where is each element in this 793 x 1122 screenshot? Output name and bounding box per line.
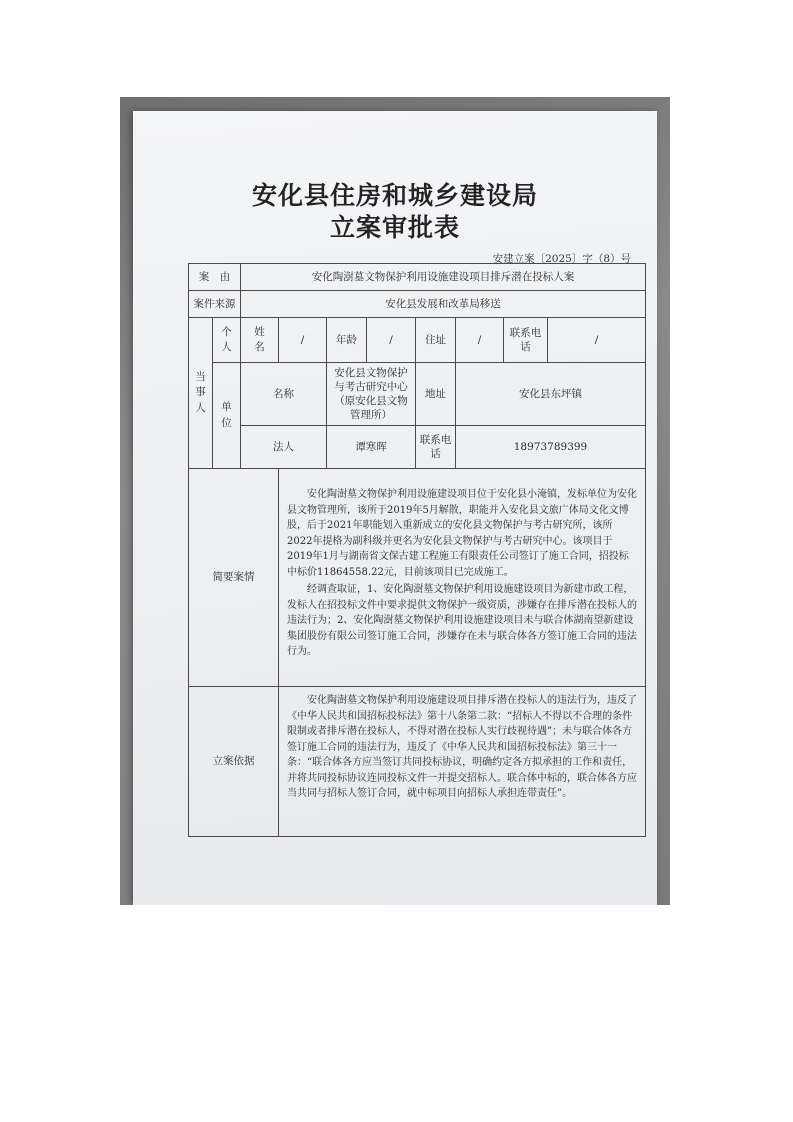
unit-label: 单位 <box>221 401 232 429</box>
unit-address-label: 地址 <box>416 363 456 426</box>
summary-label: 简要案情 <box>189 469 279 687</box>
address-label: 住址 <box>416 318 456 363</box>
party-label: 当事人 <box>195 371 206 414</box>
document-number: 安建立案〔2025〕字（8）号 <box>492 253 631 265</box>
unit-name-value: 安化县文物保护与考古研究中心（原安化县文物管理所） <box>327 363 416 426</box>
basis-cell <box>279 687 646 837</box>
legal-rep-value: 谭寒晖 <box>327 426 416 469</box>
individual-label-cell <box>213 318 241 363</box>
summary-paragraph-2: 经调查取证，1、安化陶澍墓文物保护利用设施建设项目为新建市政工程，发标人在招投标文件中要求提供文物保护一级资质，涉嫌存在排斥潜在投标人的违法行为；2、安化陶澍墓文物保护利用设施建设项目未与联合体湖南望新建设集团股份有限公司签订施工合同，涉嫌存在未与联合体各方签订施工合同的违法行为。 <box>287 584 637 657</box>
case-reason-label: 案 由 <box>189 264 241 291</box>
case-approval-table <box>188 263 646 837</box>
unit-contact-value: 18973789399 <box>456 426 646 469</box>
document-photo <box>120 97 670 905</box>
case-source-label: 案件来源 <box>189 291 241 318</box>
name-label-cell <box>241 318 279 363</box>
unit-contact-label: 联系电话 <box>416 426 456 469</box>
case-reason-value: 安化陶澍墓文物保护利用设施建设项目排斥潜在投标人案 <box>241 264 646 291</box>
individual-label: 个人 <box>221 325 232 353</box>
form-sheet <box>133 111 657 905</box>
legal-rep-label: 法人 <box>241 426 327 469</box>
address-value: / <box>456 318 504 363</box>
age-label: 年龄 <box>327 318 367 363</box>
name-label: 姓名 <box>254 325 265 353</box>
page-title: 安化县住房和城乡建设局 <box>251 181 538 210</box>
unit-address-value: 安化县东坪镇 <box>456 363 646 426</box>
basis-paragraph: 安化陶澍墓文物保护利用设施建设项目排斥潜在投标人的违法行为，违反了《中华人民共和国招标投标法》第十八条第二款：“招标人不得以不合理的条件限制或者排斥潜在投标人，不得对潜在投标人实行歧视待遇”；未与联合体各方签订施工合同的违法行为，违反了《中华人民共和国招标投标法》第三十一条：“联合体各方应当签订共同投标协议，明确约定各方拟承担的工作和责任，并将共同投标协议连同投标文件一并提交招标人。联合体中标的，联合体各方应当共同与招标人签订合同，就中标项目向招标人承担连带责任”。 <box>287 695 637 799</box>
party-label-cell <box>189 318 213 469</box>
page-subtitle: 立案审批表 <box>329 213 460 242</box>
unit-name-label: 名称 <box>241 363 327 426</box>
age-value: / <box>367 318 416 363</box>
summary-paragraph-1: 安化陶澍墓文物保护利用设施建设项目位于安化县小淹镇，发标单位为安化县文物管理所，该所于2019年5月解散，职能并入安化县文旅广体局文化文博股，后于2021年职能划入重新成立的安化县文物保护与考古研究所，该所2022年提格为副科级并更名为安化县文物保护与考古研究中心。该项目于2019年1月与湖南省文保古建工程施工有限责任公司签订了施工合同，招投标中标价11864558.22元，目前该项目已完成施工。 <box>287 489 637 578</box>
summary-cell <box>279 469 646 687</box>
name-value: / <box>279 318 327 363</box>
contact-label: 联系电话 <box>504 318 548 363</box>
case-source-value: 安化县发展和改革局移送 <box>241 291 646 318</box>
basis-label: 立案依据 <box>189 687 279 837</box>
unit-label-cell <box>213 363 241 469</box>
contact-value: / <box>548 318 646 363</box>
